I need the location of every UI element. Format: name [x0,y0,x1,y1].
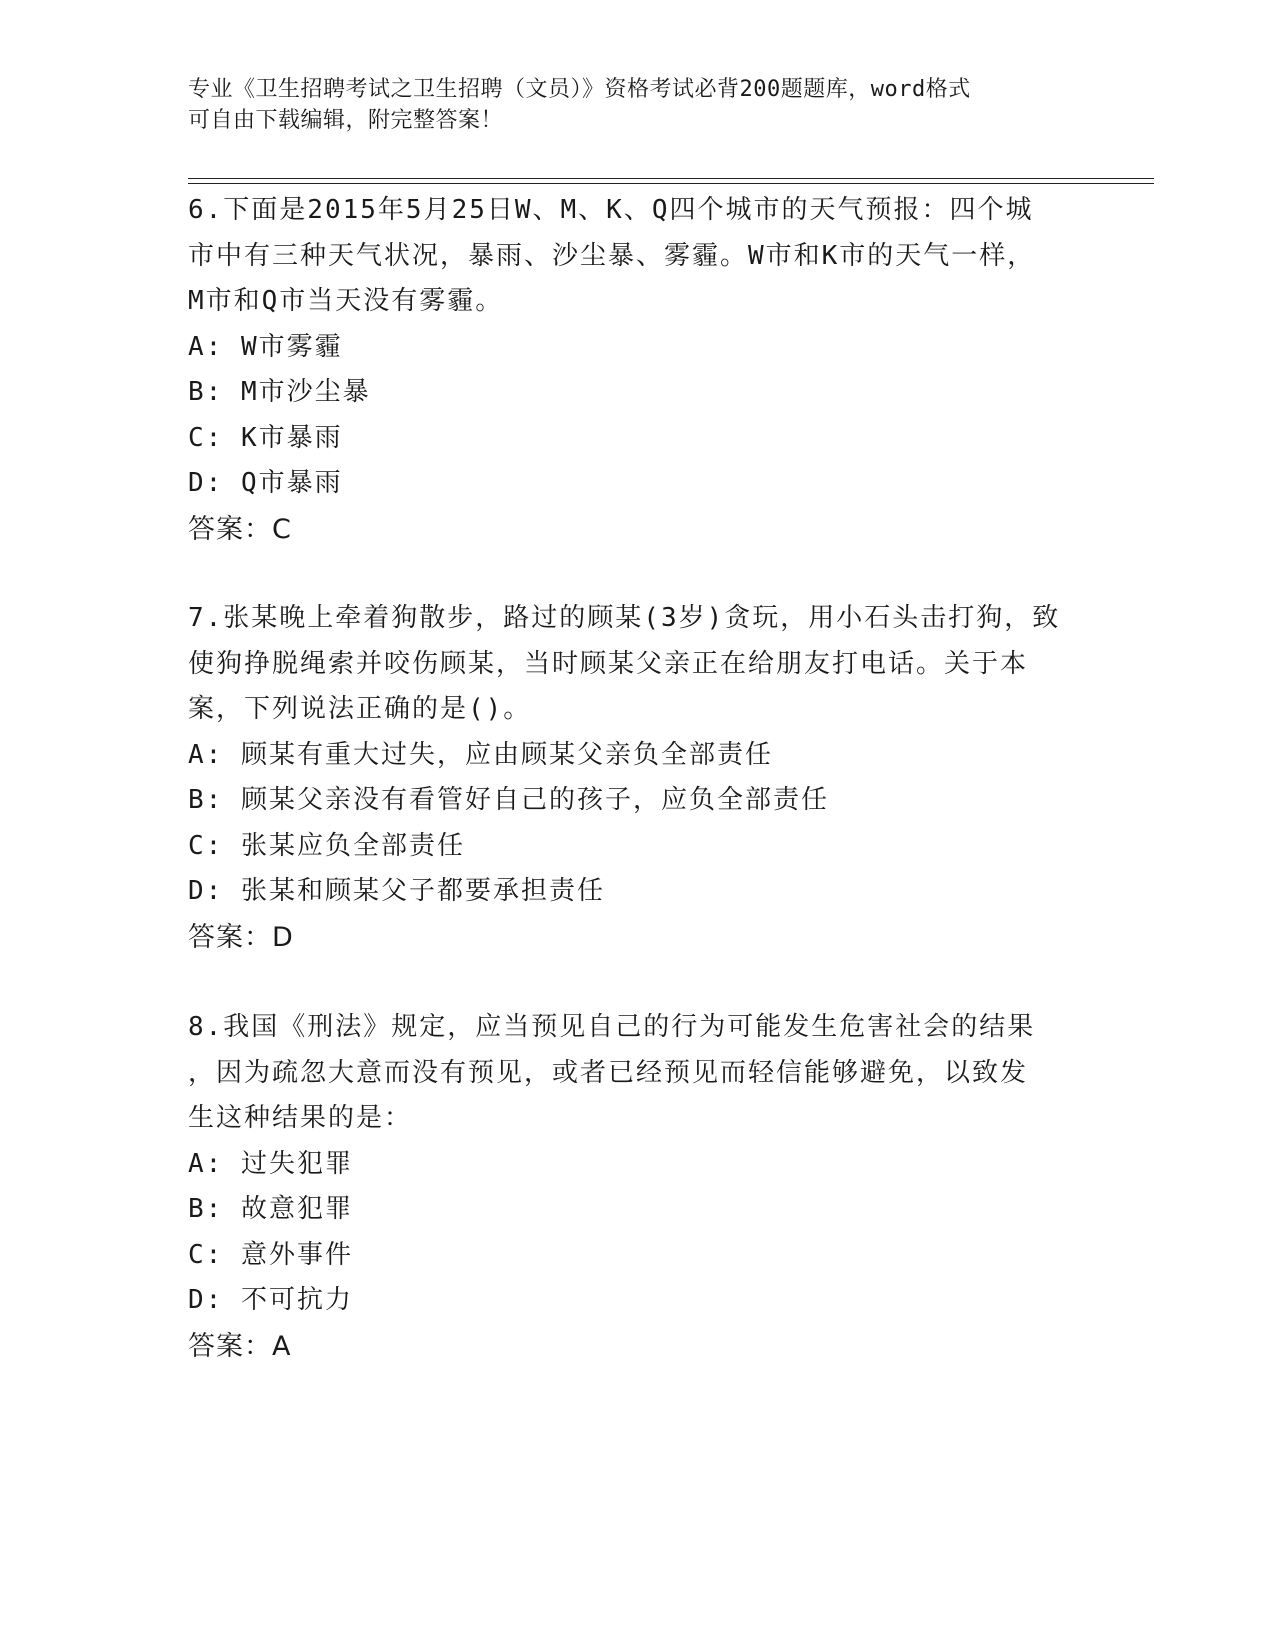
question-stem-line: ，因为疏忽大意而没有预见，或者已经预见而轻信能够避免，以致发 [188,1057,1029,1088]
option-b: B: M市沙尘暴 [188,377,371,407]
option-d: D: 张某和顾某父子都要承担责任 [188,876,605,906]
question-stem-line: 使狗挣脱绳索并咬伤顾某，当时顾某父亲正在给朋友打电话。关于本 [188,648,1029,679]
option-a: A: 顾某有重大过失，应由顾某父亲负全部责任 [188,739,773,770]
header-divider-bottom [188,183,1154,184]
header-line-2: 可自由下载编辑，附完整答案！ [188,108,504,133]
question-stem-line: 8.我国《刑法》规定，应当预见自己的行为可能发生危害社会的结果 [188,1012,1036,1042]
answer-line: 答案：C [188,513,292,545]
question-stem-line: 市中有三种天气状况，暴雨、沙尘暴、雾霾。W市和K市的天气一样， [188,240,1036,271]
question-stem-line: 案，下列说法正确的是()。 [188,694,532,724]
option-a: A: W市雾霾 [188,331,343,362]
option-d: D: Q市暴雨 [188,468,343,498]
question-8 [188,1005,1088,1369]
answer-line: 答案：A [188,1330,292,1362]
question-7 [188,596,1088,960]
question-stem-line: M市和Q市当天没有雾霾。 [188,286,504,316]
option-c: C: 张某应负全部责任 [188,830,465,861]
option-c: C: K市暴雨 [188,422,343,453]
option-d: D: 不可抗力 [188,1285,353,1315]
option-b: B: 顾某父亲没有看管好自己的孩子，应负全部责任 [188,785,829,815]
question-stem-line: 7.张某晚上牵着狗散步，路过的顾某(3岁)贪玩，用小石头击打狗，致 [188,603,1061,633]
question-stem-line: 6.下面是2015年5月25日W、M、K、Q四个城市的天气预报：四个城 [188,195,1034,225]
question-6 [188,188,1088,552]
option-a: A: 过失犯罪 [188,1148,353,1179]
header-line-1: 专业《卫生招聘考试之卫生招聘（文员）》资格考试必背200题题库，word格式 [188,77,971,102]
question-stem-line: 生这种结果的是： [188,1103,413,1133]
option-c: C: 意外事件 [188,1239,353,1270]
document-header [188,74,1088,136]
header-divider-top [188,178,1154,179]
option-b: B: 故意犯罪 [188,1194,353,1224]
answer-line: 答案：D [188,921,294,953]
